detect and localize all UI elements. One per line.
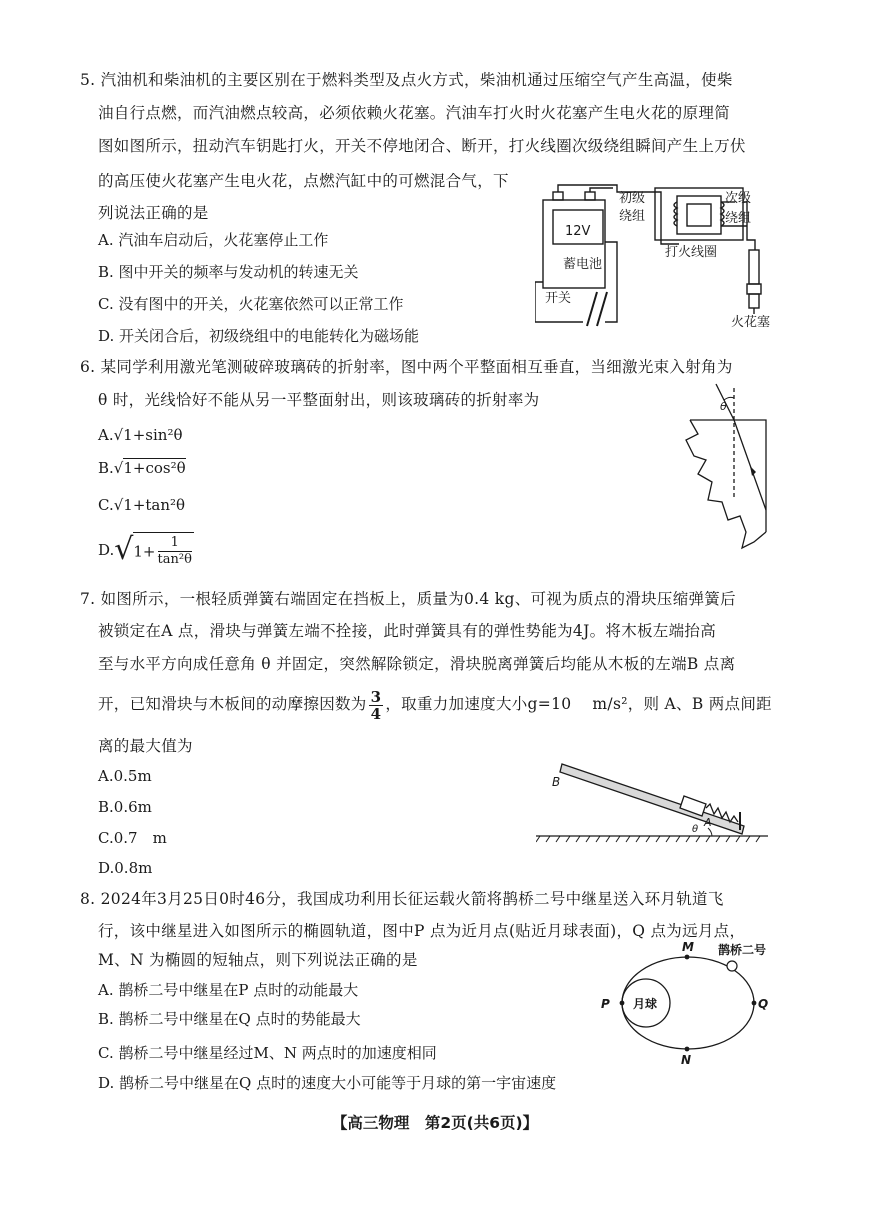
secondary-label-1: 次级 [725,191,752,206]
secondary-label-2: 绕组 [725,211,752,226]
switch-label: 开关 [545,291,572,306]
battery-voltage: 12V [565,224,591,239]
label-p: P [601,997,610,1011]
q5-option-b: B. 图中开关的频率与发动机的转速无关 [98,263,359,281]
satellite-label: 鹊桥二号 [718,943,767,957]
spark-plug [749,250,759,284]
q7-text-line-3: 至与水平方向成任意角 θ 并固定，突然解除锁定，滑块脱离弹簧后均能从木板的左端B 点离 [98,655,736,673]
incline-spring-figure [536,760,768,844]
point-m [685,955,690,960]
theta-label: θ [720,400,727,413]
primary-label-1: 初级 [619,191,646,206]
q6-option-a: A.√1+sin²θ [98,426,183,444]
label-m: M [682,940,694,954]
glass-brick-figure [668,382,778,554]
point-p [620,1001,625,1006]
label-n: N [681,1053,692,1064]
q6-option-b: B.√1+cos²θ [98,459,186,477]
q5-option-c: C. 没有图中的开关，火花塞依然可以正常工作 [98,295,404,313]
q8-option-b: B. 鹊桥二号中继星在Q 点时的势能最大 [98,1010,361,1028]
moon-label: 月球 [633,997,658,1011]
page-footer: 【高三物理 第2页(共6页)】 [331,1114,539,1132]
q8-option-c: C. 鹊桥二号中继星经过M、N 两点时的加速度相同 [98,1044,437,1062]
angle-label: θ [692,824,699,835]
q5-text-line-1: 5. 汽油机和柴油机的主要区别在于燃料类型及点火方式，柴油机通过压缩空气产生高温，使柴 [80,71,733,89]
q5-text-line-2: 油自行点燃，而汽油燃点较高，必须依赖火花塞。汽油车打火时火花塞产生电火花的原理简 [98,104,731,122]
q5-option-a: A. 汽油车启动后，火花塞停止工作 [98,231,329,249]
primary-label-2: 绕组 [619,209,646,224]
q6-option-c: C.√1+tan²θ [98,496,186,514]
point-q [752,1001,757,1006]
q7-text-line-4: 开，已知滑块与木板间的动摩擦因数为 $\frac{3}{4}$ ，取重力加速度大小g=10 m/s²，则 A、B 两点间距 [98,687,772,723]
q8-option-a: A. 鹊桥二号中继星在P 点时的动能最大 [98,981,359,999]
satellite-marker [727,961,737,971]
label-a: A [704,816,712,829]
inclined-board [560,764,744,834]
q7-option-d: D.0.8m [98,859,153,877]
q7-text-line-2: 被锁定在A 点，滑块与弹簧左端不拴接，此时弹簧具有的弹性势能为4J。将木板左端抬高 [98,622,716,640]
label-b: B [552,775,561,789]
q6-text-line-2: θ 时，光线恰好不能从另一平整面射出，则该玻璃砖的折射率为 [98,391,540,409]
battery-label: 蓄电池 [563,257,603,272]
q5-text-line-5: 列说法正确的是 [98,204,209,222]
spark-plug-label: 火花塞 [731,315,771,330]
q6-text-line-1: 6. 某同学利用激光笔测破碎玻璃砖的折射率，图中两个平整面相互垂直，当细激光束入射角为 [80,358,733,376]
refracted-ray [734,420,766,510]
elliptical-orbit-figure [596,938,786,1064]
point-n [685,1047,690,1052]
q5-text-line-3: 图如图所示，扭动汽车钥匙打火，开关不停地闭合、断开，打火线圈次级绕组瞬间产生上万伏 [98,137,746,155]
q8-option-d: D. 鹊桥二号中继星在Q 点时的速度大小可能等于月球的第一宇宙速度 [98,1074,557,1092]
q7-option-a: A.0.5m [98,767,152,785]
q8-text-line-2: 行，该中继星进入如图所示的椭圆轨道，图中P 点为近月点(贴近月球表面)，Q 点为远月点， [98,922,746,940]
label-q: Q [758,997,769,1011]
q7-option-c: C.0.7 m [98,829,167,847]
q7-option-b: B.0.6m [98,798,152,816]
coil-label: 打火线圈 [665,245,718,260]
q7-text-line-5: 离的最大值为 [98,737,193,755]
q5-option-d: D. 开关闭合后，初级绕组中的电能转化为磁场能 [98,327,420,345]
friction-coefficient-fraction: $\frac{3}{4}$ [370,687,382,723]
q6-option-d: D.√1+ $\frac{1}{\text{tan²θ}}$ [98,532,192,567]
q7-text-line-1: 7. 如图所示，一根轻质弹簧右端固定在挡板上，质量为0.4 kg、可视为质点的滑块压缩弹簧后 [80,590,736,608]
q5-text-line-4: 的高压使火花塞产生电火花，点燃汽缸中的可燃混合气，下 [98,172,509,190]
q8-text-line-1: 8. 2024年3月25日0时46分，我国成功利用长征运载火箭将鹊桥二号中继星送入环月轨道飞 [80,890,724,908]
ignition-circuit-figure [535,182,795,332]
q8-text-line-3: M、N 为椭圆的短轴点，则下列说法正确的是 [98,951,418,969]
